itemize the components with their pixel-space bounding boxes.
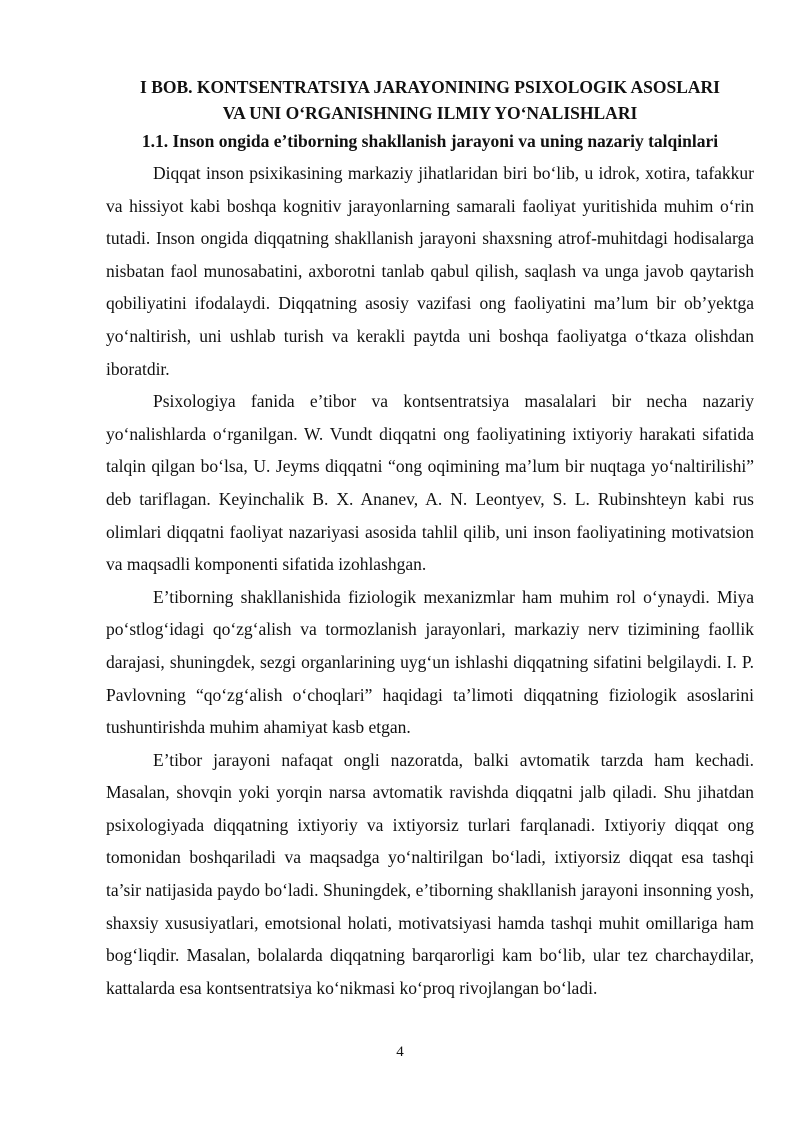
paragraph-3: E’tiborning shakllanishida fiziologik mexanizmlar ham muhim rol o‘ynaydi. Miya po‘stlog‘idagi qo‘zg‘alish va tormozlanish jarayonlari, markaziy nerv tizimining faollik darajasi, shuningdek, sezgi organlarining uyg‘un ishlashi diqqatning sifatini belgilaydi. I. P. Pavlovning “qo‘zg‘alish o‘choqlari” haqidagi ta’limoti diqqatning fiziologik asoslarini tushuntirishda muhim ahamiyat kasb etgan. — [106, 586, 754, 738]
section-title: 1.1. Inson ongida e’tiborning shakllanish jarayoni va uning nazariy talqinlari — [141, 131, 719, 151]
paragraph-2: Psixologiya fanida e’tibor va kontsentratsiya masalalari bir necha nazariy yo‘nalishlarda o‘rganilgan. W. Vundt diqqatni ong faoliyatining ixtiyoriy harakati sifatida talqin qilgan bo‘lsa, U. Jeyms diqqatni “ong oqimining ma’lum bir nuqtaga yo‘naltirilishi” deb tariflagan. Keyinchalik B. X. Ananev, A. N. Leontyev, S. L. Rubinshteyn kabi rus olimlari diqqatni faoliyat nazariyasi asosida tahlil qilib, uni inson faoliyatining motivatsion va maqsadli komponenti sifatida izohlashgan. — [106, 391, 754, 575]
chapter-title-line-2: VA UNI O‘RGANISHNING ILMIY YO‘NALISHLARI — [222, 103, 638, 123]
chapter-title-line-1: I BOB. KONTSENTRATSIYA JARAYONINING PSIXOLOGIK ASOSLARI — [140, 77, 720, 97]
paragraph-4: E’tibor jarayoni nafaqat ongli nazoratda, balki avtomatik tarzda ham kechadi. Masalan, shovqin yoki yorqin narsa avtomatik ravishda diqqatni jalb qiladi. Shu jihatdan psixologiyada diqqatning ixtiyoriy va ixtiyorsiz turlari farqlanadi. Ixtiyoriy diqqat ong tomonidan boshqariladi va maqsadga yo‘naltirilgan bo‘ladi, ixtiyorsiz diqqat esa tashqi ta’sir natijasida paydo bo‘ladi. Shuningdek, e’tiborning shakllanish jarayoni insonning yosh, shaxsiy xususiyatlari, emotsional holati, motivatsiyasi hamda tashqi muhit omillariga ham bog‘liqdir. Masalan, bolalarda diqqatning barqarorligi kam bo‘lib, ular tez charchaydilar, kattalarda esa kontsentratsiya ko‘nikmasi ko‘proq rivojlangan bo‘ladi. — [106, 749, 754, 998]
paragraph-1: Diqqat inson psixikasining markaziy jihatlaridan biri bo‘lib, u idrok, xotira, tafakkur va hissiyot kabi boshqa kognitiv jarayonlarning samarali faoliyat yuritishida muhim o‘rin tutadi. Inson ongida diqqatning shakllanish jarayoni shaxsning atrof-muhitdagi hodisalarga nisbatan faol munosabatini, axborotni tanlab qabul qilish, saqlash va unga javob qaytarish qobiliyatini ifodalaydi. Diqqatning asosiy vazifasi ong faoliyatini ma’lum bir ob’yektga yo‘naltirish, uni ushlab turish va kerakli paytda uni boshqa faoliyatga o‘tkaza olishdan iboratdir. — [106, 163, 754, 379]
page-number: 4 — [396, 1044, 404, 1060]
document-page — [106, 74, 754, 1004]
